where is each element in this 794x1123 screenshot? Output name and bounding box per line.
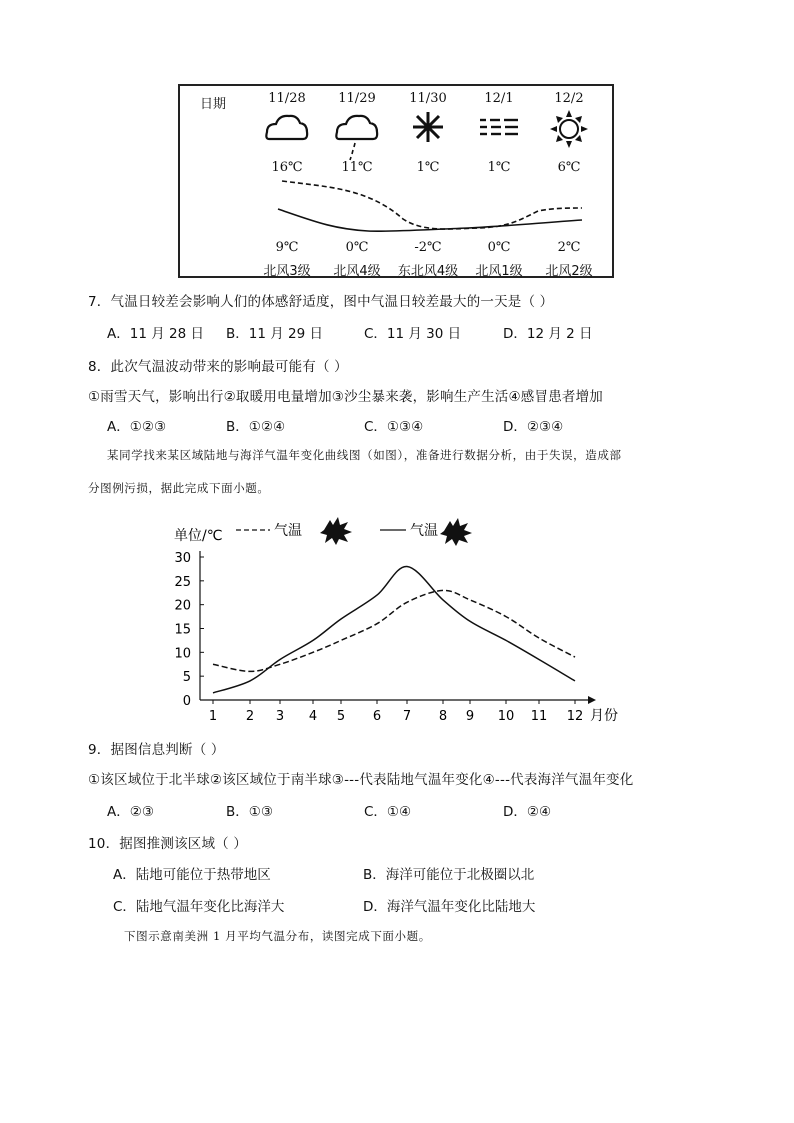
next-intro-text: 下图示意南美洲 1 月平均气温分布，读图完成下面小题。 (124, 929, 431, 943)
q10-option-a[interactable]: A．陆地可能位于热带地区 (113, 867, 271, 883)
y-tick-label: 20 (174, 598, 191, 614)
wind-level: 东北风4级 (397, 264, 459, 279)
q9-option-d[interactable]: D．②④ (503, 804, 552, 820)
wind-level: 北风2级 (545, 264, 593, 279)
x-tick-label: 10 (497, 709, 515, 724)
question-8-statements: ①雨雪天气，影响出行②取暖用电量增加③沙尘暴来袭，影响生产生活④感冒患者增加 (88, 389, 604, 405)
high-temperature: 1℃ (416, 160, 440, 175)
y-tick-label: 15 (174, 622, 191, 638)
q7-option-b[interactable]: B．11 月 29 日 (226, 326, 323, 342)
y-tick-label: 30 (174, 551, 191, 566)
low-temperature: 0℃ (487, 240, 511, 255)
x-tick-label: 9 (465, 709, 475, 724)
y-axis-label: 单位/℃ (174, 528, 223, 544)
snowflake-icon (413, 112, 443, 142)
q10-option-b[interactable]: B．海洋可能位于北极圈以北 (363, 867, 535, 883)
forecast-date: 12/2 (554, 91, 584, 106)
q10-option-d[interactable]: D．海洋气温年变化比陆地大 (363, 899, 536, 915)
q9-option-a[interactable]: A．②③ (107, 804, 154, 820)
high-temperature: 1℃ (487, 160, 511, 175)
intro-text-line-2: 分图例污损，据此完成下面小题。 (88, 481, 270, 495)
x-tick-label: 3 (275, 709, 285, 724)
high-temp-curve (282, 181, 582, 229)
q7-option-d[interactable]: D．12 月 2 日 (503, 326, 593, 342)
chart-plot (213, 566, 575, 692)
y-tick-label: 0 (182, 694, 191, 709)
x-tick-label: 4 (308, 709, 318, 724)
x-axis-arrow (588, 696, 596, 704)
svg-text:气温: 气温 (410, 523, 438, 539)
x-tick-label: 8 (438, 709, 448, 724)
wind-level: 北风3级 (263, 264, 311, 279)
question-9-statements: ①该区域位于北半球②该区域位于南半球③---代表陆地气温年变化④---代表海洋气温年变化 (88, 772, 634, 788)
question-7-stem: 7．气温日较差会影响人们的体感舒适度，图中气温日较差最大的一天是（ ） (88, 294, 554, 310)
q8-option-b[interactable]: B．①②④ (226, 419, 286, 435)
forecast-date: 12/1 (484, 91, 514, 106)
high-temperature: 6℃ (557, 160, 581, 175)
q9-option-b[interactable]: B．①③ (226, 804, 273, 820)
cloud-icon (266, 116, 307, 139)
low-temperature: 0℃ (345, 240, 369, 255)
forecast-date: 11/29 (338, 91, 376, 106)
q8-option-c[interactable]: C．①③④ (364, 419, 424, 435)
x-tick-label: 5 (336, 709, 346, 724)
q7-option-c[interactable]: C．11 月 30 日 (364, 326, 462, 342)
solid-series-line (213, 566, 575, 692)
temperature-curves (178, 84, 614, 278)
low-temperature: 9℃ (275, 240, 299, 255)
x-tick-label: 7 (402, 709, 412, 724)
x-tick-label: 1 (208, 709, 218, 724)
y-tick-label: 5 (182, 670, 191, 686)
svg-text:气温: 气温 (274, 523, 302, 539)
x-tick-label: 11 (530, 709, 548, 724)
q8-option-d[interactable]: D．②③④ (503, 419, 564, 435)
x-tick-label: 2 (245, 709, 255, 724)
wind-level: 北风1级 (475, 264, 523, 279)
temperature-line-chart (170, 505, 630, 730)
q10-option-c[interactable]: C．陆地气温年变化比海洋大 (113, 899, 285, 915)
q8-option-a[interactable]: A．①②③ (107, 419, 167, 435)
ink-stain-icon (320, 517, 352, 545)
fog-icon (480, 120, 518, 134)
date-label: 日期 (200, 97, 227, 112)
dashed-series-line (213, 590, 575, 671)
forecast-date: 11/28 (268, 91, 306, 106)
x-tick-label: 12 (566, 709, 584, 724)
chart-axes (174, 551, 596, 724)
sun-icon (550, 110, 588, 148)
high-temperature: 16℃ (271, 160, 303, 175)
low-temperature: 2℃ (557, 240, 581, 255)
low-temperature: -2℃ (414, 240, 442, 255)
x-axis-label: 月份 (590, 708, 618, 724)
legend-dashed (236, 517, 352, 545)
legend-solid (380, 518, 472, 546)
question-9-stem: 9．据图信息判断（ ） (88, 742, 225, 758)
y-tick-label: 25 (174, 574, 191, 590)
high-temperature: 11℃ (341, 160, 373, 175)
question-10-stem: 10．据图推测该区域（ ） (88, 836, 248, 852)
ink-stain-icon (440, 518, 472, 546)
intro-text-line-1: 某同学找来某区域陆地与海洋气温年变化曲线图（如图），准备进行数据分析，由于失误，造成部 (107, 448, 622, 462)
q7-option-a[interactable]: A．11 月 28 日 (107, 326, 204, 342)
cloud-rain-icon (336, 116, 377, 160)
wind-level: 北风4级 (333, 264, 381, 279)
question-8-stem: 8．此次气温波动带来的影响最可能有（ ） (88, 359, 348, 375)
forecast-date: 11/30 (409, 91, 447, 106)
x-tick-label: 6 (372, 709, 382, 724)
y-tick-label: 10 (174, 646, 191, 662)
q9-option-c[interactable]: C．①④ (364, 804, 412, 820)
